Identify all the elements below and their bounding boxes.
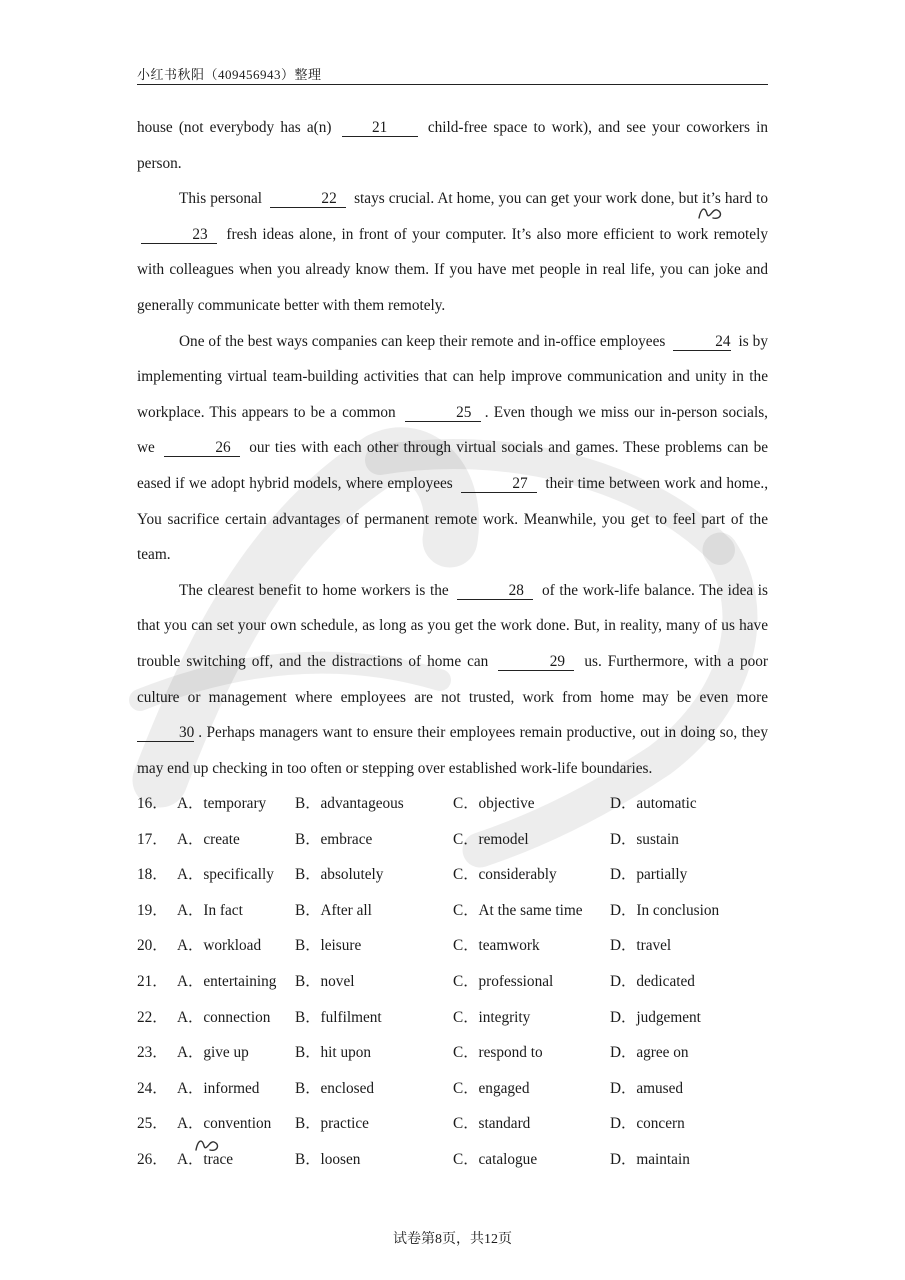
- option-a: A．workload: [177, 937, 262, 955]
- option-row-23: [137, 1035, 777, 1071]
- option-b: B．hit upon: [295, 1044, 372, 1062]
- option-a: A．informed: [177, 1079, 260, 1097]
- paragraph-4-text-b: of the work-life balance. The idea is that you can set your own schedule, as long as you get the work done. But, in reality, many of us have trouble switching off, and the distractions of home can: [137, 581, 769, 670]
- option-row-21: [137, 964, 777, 1000]
- paragraph-1-text-a: house (not everybody has a(n): [137, 119, 332, 136]
- option-d: D．amused: [610, 1079, 684, 1097]
- paragraph-2-text-c: fresh ideas alone, in front of your computer. It’s also more efficient to work remotely with colleagues when you already know them. If you have met people in real life, you can joke and generally communicate better with them remotely.: [137, 225, 768, 314]
- option-row-26: [137, 1142, 777, 1178]
- paragraph-3-text-c: . Even though we miss our in-person socials, we: [137, 403, 768, 457]
- question-number: 19．: [137, 901, 168, 919]
- option-b: B．embrace: [295, 830, 373, 848]
- option-a: A．temporary: [177, 795, 267, 812]
- option-c: C．teamwork: [453, 937, 540, 955]
- option-b: B．leisure: [295, 937, 362, 955]
- option-c: C．considerably: [453, 866, 557, 884]
- option-a: A．convention: [177, 1115, 272, 1133]
- paragraph-4: [137, 573, 768, 787]
- option-b: B．absolutely: [295, 866, 384, 884]
- option-row-24: [137, 1071, 777, 1107]
- option-d: D．concern: [610, 1115, 685, 1133]
- option-a: A．In fact: [177, 901, 243, 919]
- paragraph-1: [137, 110, 768, 181]
- blank-25: 25: [405, 405, 481, 422]
- option-b: B．practice: [295, 1115, 369, 1133]
- blank-26: 26: [164, 440, 240, 457]
- paragraph-2-text-b: stays crucial. At home, you can get your work done, but it’s hard to: [354, 190, 768, 208]
- paragraph-4-text-a: The clearest benefit to home workers is the: [179, 581, 449, 599]
- answer-options: [137, 786, 777, 1178]
- option-a: A．trace: [177, 1150, 234, 1168]
- blank-24: 24: [673, 334, 730, 351]
- option-d: D．sustain: [610, 830, 679, 848]
- paragraph-3-text-a: One of the best ways companies can keep their remote and in-office employees: [179, 332, 666, 350]
- question-number: 21．: [137, 972, 168, 990]
- page-header: 小红书秋阳（409456943）整理: [137, 67, 322, 82]
- option-c: C．professional: [453, 972, 554, 990]
- paragraph-3-text-e: their time between work and home., You sacrifice certain advantages of permanent remote work. Meanwhile, you get to feel part of the team.: [137, 474, 769, 564]
- blank-23: 23: [141, 227, 217, 244]
- option-d: D．judgement: [610, 1008, 701, 1026]
- option-b: B．loosen: [295, 1150, 361, 1168]
- page-footer: 试卷第8页，共12页: [393, 1232, 512, 1247]
- option-row-25: [137, 1106, 777, 1142]
- option-c: C．integrity: [453, 1008, 531, 1026]
- option-d: D．partially: [610, 866, 688, 884]
- option-c: C．At the same time: [453, 901, 583, 919]
- passage: [137, 110, 768, 786]
- option-b: B．After all: [295, 901, 372, 919]
- blank-29: 29: [498, 654, 574, 671]
- option-b: B．fulfilment: [295, 1008, 382, 1026]
- option-c: C．engaged: [453, 1079, 530, 1097]
- option-row-18: [137, 857, 777, 893]
- option-a: A．create: [177, 830, 240, 848]
- question-number: 25．: [137, 1115, 168, 1133]
- option-b: B．advantageous: [295, 795, 404, 812]
- option-d: D．travel: [610, 937, 672, 955]
- option-row-22: [137, 1000, 777, 1036]
- option-a: A．entertaining: [177, 972, 277, 990]
- blank-28: 28: [457, 583, 533, 600]
- option-row-20: [137, 928, 777, 964]
- paragraph-4-text-d: . Perhaps managers want to ensure their employees remain productive, out in doing so, they may end up checking in too often or stepping over established work-life boundaries.: [137, 724, 768, 777]
- option-c: C．standard: [453, 1115, 531, 1133]
- paragraph-2-text-a: This personal: [179, 190, 263, 208]
- option-b: B．novel: [295, 972, 355, 990]
- option-c: C．respond to: [453, 1044, 543, 1062]
- option-c: C．objective: [453, 795, 535, 812]
- blank-27: 27: [461, 476, 537, 493]
- blank-22: 22: [270, 191, 346, 208]
- paragraph-3-text-b: is by implementing virtual team-building activities that can help improve communication and unity in the workplace. This appears to be a common: [137, 332, 768, 421]
- option-a: A．give up: [177, 1044, 249, 1062]
- question-number: 18．: [137, 866, 168, 884]
- option-row-19: [137, 893, 777, 929]
- blank-21: 21: [342, 120, 418, 137]
- option-d: D．automatic: [610, 795, 697, 812]
- paragraph-2: [137, 181, 768, 323]
- question-number: 24．: [137, 1079, 168, 1097]
- option-d: D．dedicated: [610, 972, 695, 990]
- paragraph-3-text-d: our ties with each other through virtual socials and games. These problems can be eased if we adopt hybrid models, where employees: [137, 439, 769, 492]
- option-b: B．enclosed: [295, 1079, 375, 1097]
- question-number: 22．: [137, 1008, 168, 1026]
- question-number: 23．: [137, 1044, 168, 1062]
- option-d: D．In conclusion: [610, 901, 720, 919]
- option-d: D．maintain: [610, 1150, 690, 1168]
- paragraph-4-text-c: us. Furthermore, with a poor culture or management where employees are not trusted, work from home may be even more: [137, 652, 769, 706]
- option-row-17: [137, 822, 777, 858]
- question-number: 16．: [137, 795, 168, 812]
- option-a: A．specifically: [177, 866, 274, 884]
- header-divider: [137, 84, 768, 85]
- question-number: 26．: [137, 1150, 168, 1168]
- option-a: A．connection: [177, 1008, 271, 1026]
- option-row-16: [137, 786, 777, 822]
- blank-30: 30: [137, 725, 194, 742]
- option-c: C．catalogue: [453, 1150, 538, 1168]
- question-number: 20．: [137, 937, 168, 955]
- option-d: D．agree on: [610, 1044, 689, 1062]
- paragraph-1-text-b: child-free space to work), and see your coworkers in person.: [137, 119, 768, 172]
- paragraph-3: [137, 324, 768, 573]
- question-number: 17．: [137, 830, 168, 848]
- option-c: C．remodel: [453, 830, 529, 848]
